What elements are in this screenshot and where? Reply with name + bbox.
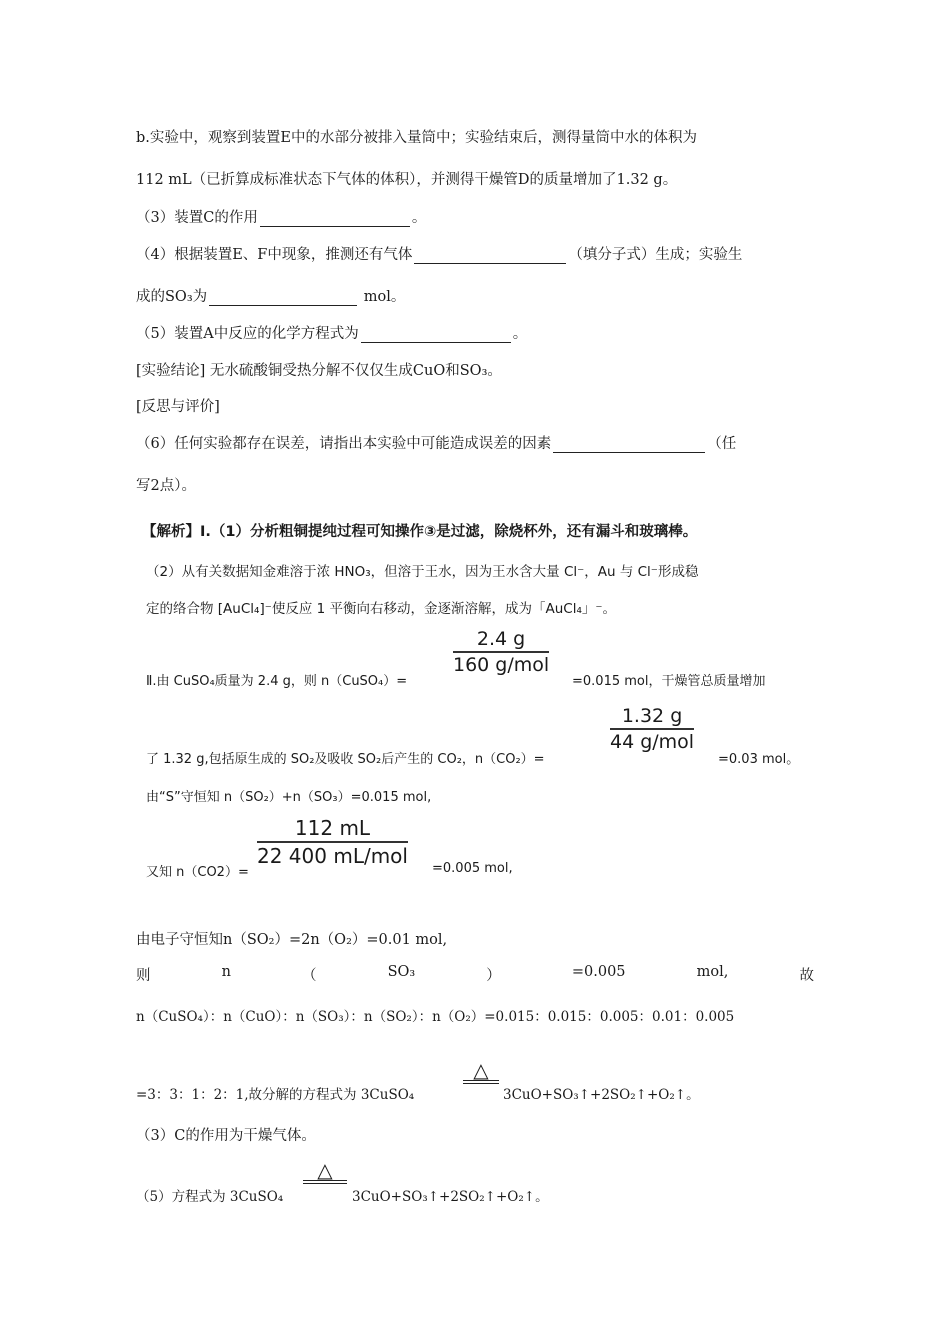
question-4: [136, 243, 742, 264]
analysis-line-volume-end: =0.005 mol,: [432, 861, 513, 876]
question-b-line1: b.实验中，观察到装置E中的水部分被排入量筒中；实验结束后，测得量筒中水的体积为: [136, 130, 697, 146]
analysis-line-co2: 了 1.32 g,包括原生成的 SO₂及吸收 SO₂后产生的 CO₂，n（CO₂）=: [146, 752, 545, 767]
question-4-text: （4）根据装置E、F中现象，推测还有气体: [136, 247, 413, 263]
analysis-line-volume: 又知 n（CO2）=: [146, 865, 249, 880]
fraction-numerator: 1.32 g: [610, 705, 694, 730]
analysis-line-cuso4: Ⅱ.由 CuSO₄质量为 2.4 g，则 n（CuSO₄）=: [146, 674, 408, 689]
heat-triangle-icon: △: [317, 1158, 333, 1182]
question-6-cont: 写2点）。: [136, 478, 196, 494]
answer-blank: [209, 290, 357, 306]
analysis-so3-line: [136, 964, 814, 985]
analysis-line-co2-end: =0.03 mol。: [718, 752, 800, 767]
question-3: [136, 206, 426, 227]
answer-blank: [361, 327, 511, 343]
analysis-equation-line-2: （5）方程式为 3CuSO₄: [136, 1189, 284, 1205]
analysis-p2-line1: （2）从有关数据知金难溶于浓 HNO₃，但溶于王水，因为王水含大量 Cl⁻，Au 与 Cl⁻形成稳: [146, 564, 699, 580]
reflection-heading: [反思与评价]: [136, 399, 220, 415]
question-5: [136, 322, 527, 343]
question-5-text: （5）装置A中反应的化学方程式为: [136, 326, 359, 342]
analysis-equation-products: 3CuO+SO₃↑+2SO₂↑+O₂↑。: [503, 1087, 700, 1103]
question-6: [136, 432, 736, 453]
text-segment: mol,: [696, 964, 729, 980]
question-4-unit: mol。: [359, 289, 406, 305]
fraction-volume: [257, 816, 408, 868]
question-4-text-b: 成的SO₃为: [136, 289, 208, 305]
question-6-text: （6）任何实验都存在误差，请指出本实验中可能造成误差的因素: [136, 436, 552, 452]
question-6-end: （任: [707, 436, 737, 452]
fraction-numerator: 2.4 g: [453, 628, 549, 653]
question-5-end: 。: [512, 326, 528, 342]
answer-blank: [260, 211, 410, 227]
heat-triangle-icon: △: [473, 1058, 489, 1082]
analysis-electron-conservation: 由电子守恒知n（SO₂）=2n（O₂）=0.01 mol,: [136, 932, 448, 948]
analysis-mole-ratio: n（CuSO₄）：n（CuO）：n（SO₃）：n（SO₂）：n（O₂）=0.015：0.015：0.005：0.01：0.005: [136, 1009, 735, 1025]
heating-condition: [463, 1060, 499, 1084]
analysis-line-cuso4-end: =0.015 mol，干燥管总质量增加: [572, 674, 766, 689]
text-segment: n: [221, 964, 231, 980]
fraction-numerator: 112 mL: [257, 816, 408, 843]
answer-blank: [414, 248, 566, 264]
text-segment: （: [302, 968, 317, 984]
question-4-cont: [136, 285, 405, 306]
heating-condition-2: [303, 1160, 347, 1184]
analysis-c-role: （3）C的作用为干燥气体。: [136, 1128, 316, 1144]
analysis-heading: 【解析】Ⅰ.（1）分析粗铜提纯过程可知操作③是过滤，除烧杯外，还有漏斗和玻璃棒。: [142, 524, 698, 540]
answer-blank: [553, 437, 705, 453]
fraction-cuso4: [453, 628, 549, 676]
analysis-equation-products-2: 3CuO+SO₃↑+2SO₂↑+O₂↑。: [352, 1189, 549, 1205]
fraction-denominator: 160 g/mol: [453, 654, 550, 676]
fraction-co2: [610, 705, 694, 753]
experiment-conclusion: [实验结论] 无水硫酸铜受热分解不仅仅生成CuO和SO₃。: [136, 363, 502, 379]
analysis-p2-line2: 定的络合物 [AuCl₄]⁻使反应 1 平衡向右移动，金逐渐溶解，成为「AuCl₄」⁻。: [146, 601, 617, 617]
text-segment: =0.005: [571, 964, 626, 980]
text-segment: 则: [136, 968, 151, 984]
analysis-sulfur-conservation: 由“S”守恒知 n（SO₂）+n（SO₃）=0.015 mol,: [146, 790, 432, 805]
text-segment: SO₃: [387, 964, 416, 980]
fraction-denominator: 22 400 mL/mol: [257, 844, 408, 868]
analysis-equation-line: =3：3：1：2：1,故分解的方程式为 3CuSO₄: [136, 1087, 415, 1103]
question-3-text: （3）装置C的作用: [136, 210, 258, 226]
text-segment: ）: [486, 968, 501, 984]
question-3-end: 。: [411, 210, 427, 226]
question-4-text-mid: （填分子式）生成；实验生: [568, 247, 743, 263]
question-b-line2: 112 mL（已折算成标准状态下气体的体积），并测得干燥管D的质量增加了1.32 g。: [136, 172, 678, 188]
text-segment: 故: [799, 968, 814, 984]
fraction-denominator: 44 g/mol: [610, 731, 695, 753]
